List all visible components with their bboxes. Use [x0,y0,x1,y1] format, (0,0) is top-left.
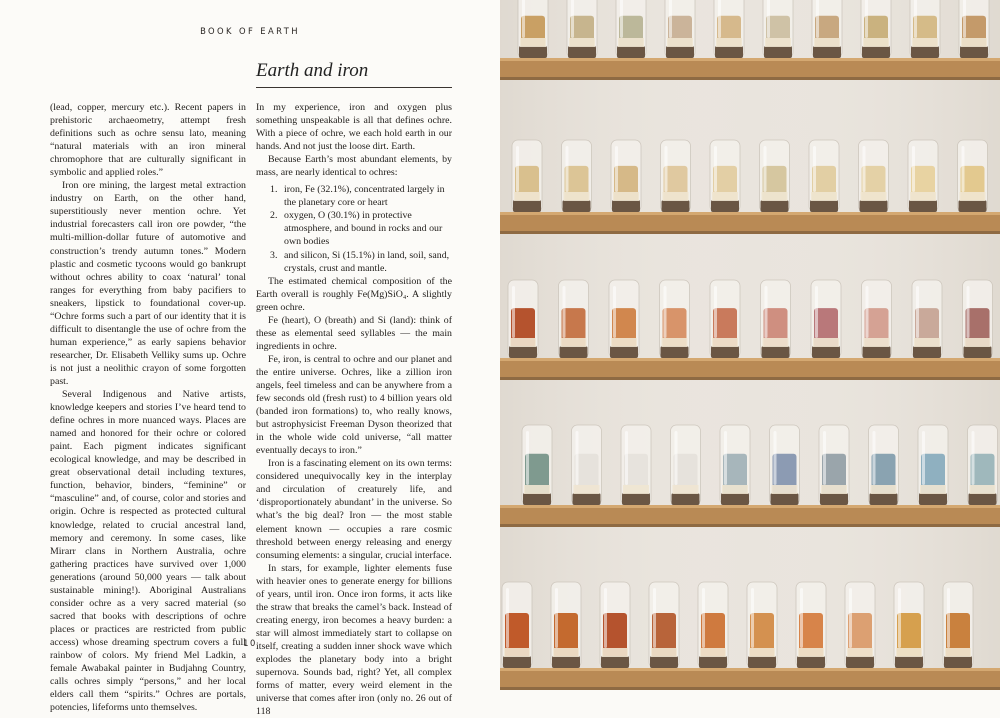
cork-base [919,493,947,505]
jar-label [712,338,738,347]
jar-label [564,192,590,201]
cork-base [909,200,937,212]
cork-base [911,46,939,58]
shelf-edge-highlight [500,358,1000,361]
glass-highlight [512,286,515,338]
jar-label [763,338,789,347]
cork-base [699,656,727,668]
jar-label [673,485,699,494]
jar-label [920,485,946,494]
cork-base [870,493,898,505]
jar-label [762,192,788,201]
glass-highlight [625,431,628,485]
glass-highlight [714,146,717,192]
glass-highlight [823,431,826,485]
jar-label [960,192,986,201]
shelf-edge-shadow [500,377,1000,380]
cork-base [552,656,580,668]
glass-highlight [967,286,970,338]
body-paragraph: Because Earth’s most abundant elements, by mass, are nearly identical to ochres: [256,154,452,179]
glass-highlight [620,0,623,38]
glass-highlight [962,146,965,192]
cork-base [523,493,551,505]
cork-base [895,656,923,668]
glass-highlight [922,431,925,485]
glass-highlight [863,146,866,192]
cork-base [721,493,749,505]
wooden-shelf [500,212,1000,234]
cork-base [661,346,689,358]
cork-base [650,656,678,668]
glass-highlight [653,588,656,648]
jar-label [569,38,595,47]
glass-highlight [813,146,816,192]
glass-highlight [516,146,519,192]
jar-label [912,38,938,47]
cork-base [812,346,840,358]
cork-base [563,200,591,212]
body-paragraph: The estimated chemical composition of the Earth overall is roughly Fe(Mg)SiO₄. A slightly green ochre. [256,275,452,313]
cork-base [711,200,739,212]
jar-label [814,38,840,47]
glass-highlight [751,588,754,648]
body-paragraph: Iron ore mining, the largest metal extraction industry on Earth, on the other hand, superstitiously never mention ochre. Yet industrial forecasters call iron ore powder, “the multi-million-dollar future of automotive and construction’s trendy autumn tones.” Modern plastic and cosmetic tycoons would go bankrupt without ochres ability to coax ‘natural’ tonal ranges for everything from baby pacifiers to sneakers, lipstick to foundational cover-up. “Ochre forms such a part of our identity that it is difficult to disentangle the use of ochre from the human experience,” as early sapiens behavior researcher, Dr. Elisabeth Velliky sums up. Ochre is not just a neolithic crayon of some forgotten past. [50,180,246,387]
cork-base [771,493,799,505]
glass-highlight [563,286,566,338]
jar-label [700,648,726,657]
jar-label [945,648,971,657]
jar-label [863,38,889,47]
jar-label [813,338,839,347]
cork-base [509,346,537,358]
body-paragraph: Fe (heart), O (breath) and Si (land): think of these as elemental seed syllables — the main ingredients in ochre. [256,314,452,352]
jar-label [864,338,890,347]
glass-highlight [914,0,917,38]
glass-highlight [615,146,618,192]
left-text-column [50,101,246,714]
glass-highlight [675,431,678,485]
glass-highlight [849,588,852,648]
element-list [256,183,452,274]
jar-label [553,648,579,657]
element-list-item: 1. iron, Fe (32.1%), concentrated largely in the planetary core or heart [270,184,445,209]
glass-highlight [873,431,876,485]
glass-highlight [724,431,727,485]
cork-base [573,493,601,505]
glass-highlight [963,0,966,38]
glass-highlight [576,431,579,485]
cork-base [960,46,988,58]
cork-base [764,46,792,58]
body-paragraph: In my experience, iron and oxygen plus something unspeakable is all that defines ochre. With a piece of ochre, we each hold earth in our hands. And not just the loose dirt. Earth. [256,102,452,153]
jar-label [504,648,530,657]
glass-highlight [916,286,919,338]
jar-label [618,38,644,47]
glass-highlight [800,588,803,648]
jar-label [896,648,922,657]
jar-label [821,485,847,494]
jar-label [663,192,689,201]
cork-base [560,346,588,358]
wooden-shelf [500,58,1000,80]
jar-label [667,38,693,47]
cork-base [862,46,890,58]
jar-label [716,38,742,47]
cork-base [810,200,838,212]
cork-base [612,200,640,212]
jar-label [623,485,649,494]
jar-label [798,648,824,657]
cork-base [761,200,789,212]
cork-base [863,346,891,358]
shelf-edge-shadow [500,524,1000,527]
cork-base [715,46,743,58]
element-list-item: 2. oxygen, O (30.1%) in protective atmosphere, and bound in rocks and our own bodies [270,210,443,248]
jar-label [510,338,536,347]
cork-base [748,656,776,668]
page-number: 10 [243,638,257,648]
jar-label [611,338,637,347]
jar-label [965,338,991,347]
cork-base [820,493,848,505]
jar-label [811,192,837,201]
shelf-edge-highlight [500,212,1000,215]
jar-label [914,338,940,347]
jar-label [574,485,600,494]
jar-label [772,485,798,494]
cork-base [666,46,694,58]
wooden-shelf [500,358,1000,380]
running-head: BOOK OF EARTH [200,26,300,36]
cork-base [797,656,825,668]
shelf-edge-shadow [500,231,1000,234]
glass-highlight [774,431,777,485]
wooden-shelf [500,505,1000,527]
glass-highlight [865,0,868,38]
shelf-edge-highlight [500,505,1000,508]
body-paragraph: Several Indigenous and Native artists, knowledge keepers and stories I’ve heard tend to define ochres in more nuanced ways. Places are named and honored for their ochre or colored paint. Each pigment indicates significant ecological knowledge, and may be described in great observational detail including textures, function, behavior, binders, “feminine” or “masculine” and, of course, color and stories and origin. Ochre is respected as protected cultural knowledge, related to crucial ancestral land, memory and ceremony. In some cases, like Mirarr clans in Northern Australia, ochre gathering practices have survived over 1,000 generations (around 50,000 years — talk about sustainable mining!). Aboriginal Australians consider ochre as a very sacred material (so sacred that books with descriptions of ochre places or practices are restricted from public access) whose dreaming spectrum covers a full rainbow of colors. My friend Mel Ladkin, a female Awabakal painter in Budjahng Country, calls ochres simply “persons,” and her local elders call them “spirits.” Ochres are portals, potencies, lifeforms unto themselves. [50,389,246,714]
cork-base [969,493,997,505]
cork-base [601,656,629,668]
body-paragraph: In stars, for example, lighter elements fuse with heavier ones to generate energy for billions of years, until iron. Once iron forms, it acts like the straw that breaks the camel’s back. Instead of creating energy, iron becomes a heavy burden: a star will almost immediately start to collapse on itself, creating a sudden inner shock wave which explodes the planetary body into a bright supernova. Sounds bad, right? Yet, all complex forms of matter, every weird element in the universe that comes after iron (only no. 26 out of 118 [256,562,452,718]
body-paragraph: (lead, copper, mercury etc.). Recent papers in prehistoric archaeometry, attempt fresh definitions such as ochre sensu lato, meaning “natural materials with an iron mineral chromophore that are culturally significant in symbolic and applied roles.” [50,102,246,179]
cork-base [568,46,596,58]
jar-label [712,192,738,201]
cork-base [944,656,972,668]
jar-label [524,485,550,494]
glass-highlight [816,0,819,38]
cork-base [711,346,739,358]
cork-base [519,46,547,58]
cork-base [513,200,541,212]
jar-label [662,338,688,347]
jar-label [613,192,639,201]
cork-base [813,46,841,58]
glass-highlight [522,0,525,38]
glass-highlight [815,286,818,338]
glass-highlight [664,286,667,338]
cork-base [672,493,700,505]
cork-base [662,200,690,212]
jar-label [602,648,628,657]
shelf-edge-highlight [500,668,1000,671]
element-list-item: 3. and silicon, Si (15.1%) in land, soil, sand, crystals, crust and mantle. [270,249,450,274]
glass-highlight [912,146,915,192]
glass-highlight [506,588,509,648]
glass-highlight [555,588,558,648]
cork-base [762,346,790,358]
jar-label [765,38,791,47]
glass-highlight [613,286,616,338]
glass-highlight [571,0,574,38]
shelf-edge-shadow [500,687,1000,690]
cork-base [913,346,941,358]
glass-highlight [898,588,901,648]
jar-label [871,485,897,494]
jar-label [861,192,887,201]
jar-label [910,192,936,201]
body-paragraph: Iron is a fascinating element on its own terms: considered unequivocally key in the interplay and circulation of creaturely life, and ‘disproportionately abundant’ in the universe. So what’s the big deal? Iron — the most stable element known — occupies a rare cosmic threshold between energy releasing and energy consuming elements: a singular, crucial interface. [256,458,452,561]
jar-label [561,338,587,347]
wooden-shelf [500,668,1000,690]
jar-label [847,648,873,657]
cork-base [610,346,638,358]
glass-highlight [764,146,767,192]
jar-label [961,38,987,47]
cork-base [959,200,987,212]
cork-base [860,200,888,212]
cork-base [617,46,645,58]
cork-base [622,493,650,505]
glass-highlight [972,431,975,485]
glass-highlight [566,146,569,192]
glass-highlight [604,588,607,648]
glass-highlight [866,286,869,338]
glass-highlight [526,431,529,485]
glass-highlight [765,286,768,338]
glass-highlight [718,0,721,38]
jar-label [749,648,775,657]
cork-base [846,656,874,668]
ochre-jars-photo [500,0,1000,680]
shelf-edge-highlight [500,58,1000,61]
glass-highlight [947,588,950,648]
body-paragraph: Fe, iron, is central to ochre and our planet and the entire universe. Ochres, like a zillion iron angels, feel timeless and can be anywhere from a few seconds old (fresh rust) to 4 billion years old (banded iron formations) to, who really knows, but astrophysicist Freeman Dyson theorized that in the whole wide cold universe, “all matter eventually decays to iron.” [256,353,452,457]
glass-highlight [767,0,770,38]
shelf-illustration [500,0,1000,680]
chapter-title: Earth and iron [256,60,452,88]
right-text-column [256,101,452,718]
glass-highlight [702,588,705,648]
jar-label [651,648,677,657]
jar-label [970,485,996,494]
glass-highlight [665,146,668,192]
cork-base [964,346,992,358]
cork-base [503,656,531,668]
glass-highlight [714,286,717,338]
jar-label [520,38,546,47]
jar-label [514,192,540,201]
jar-label [722,485,748,494]
glass-highlight [669,0,672,38]
shelf-edge-shadow [500,77,1000,80]
